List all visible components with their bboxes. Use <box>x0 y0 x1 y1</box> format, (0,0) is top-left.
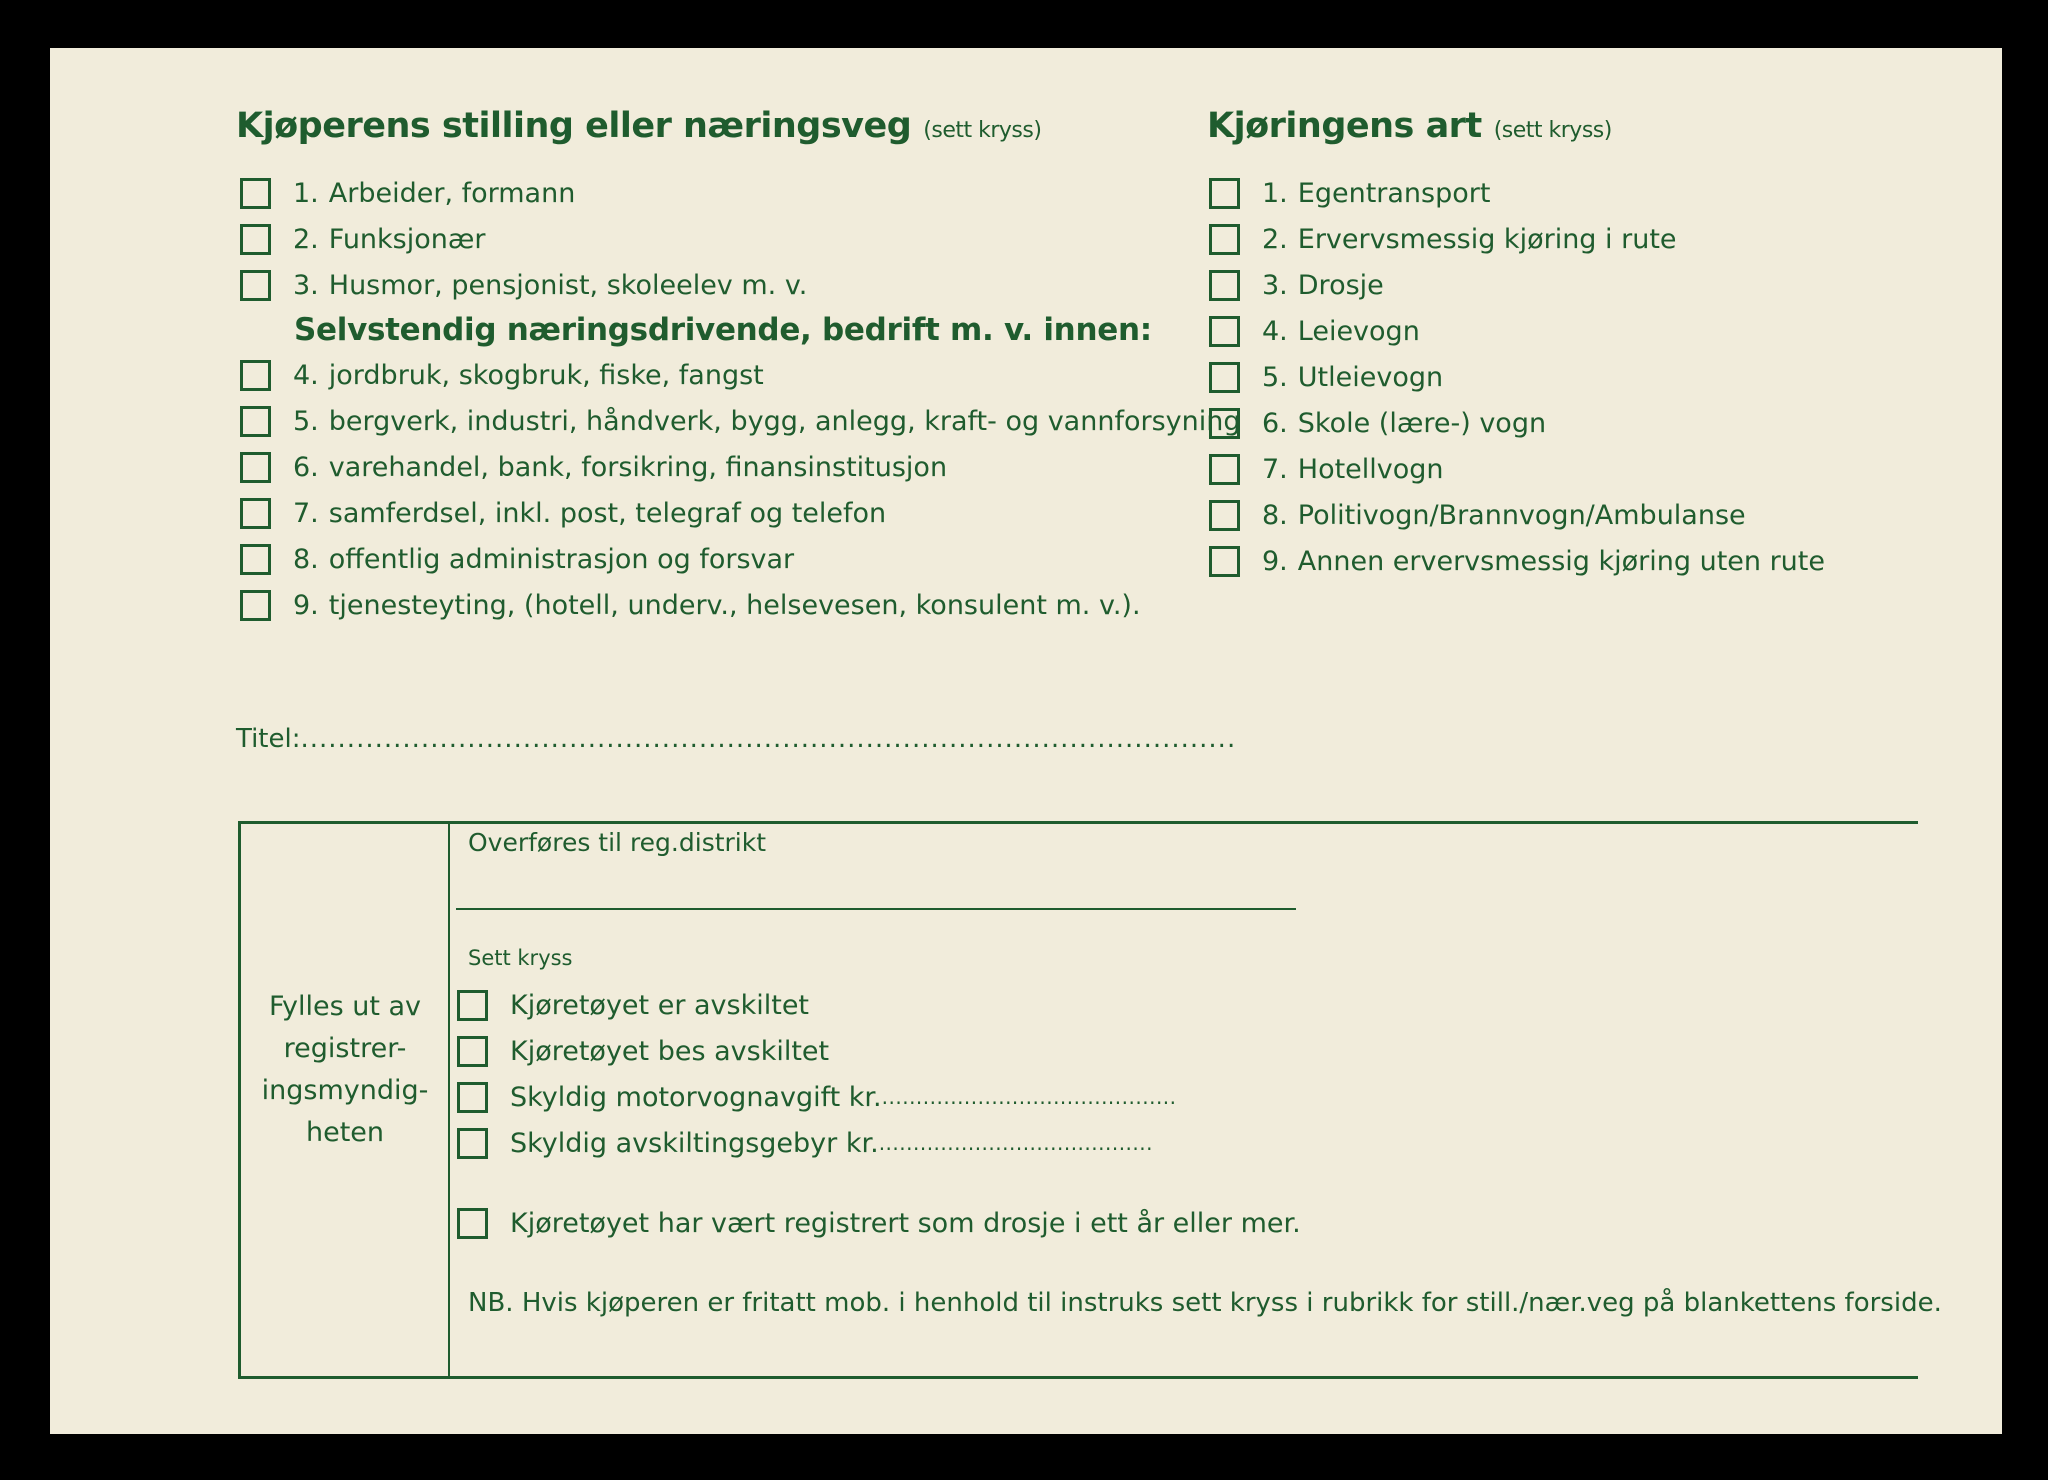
sector-item-number: 7. <box>293 497 319 529</box>
sector-item-1 <box>240 358 764 392</box>
driving-type-item-label: Annen ervervsmessig kjøring uten rute <box>1297 545 1825 577</box>
driving-type-checkbox-7[interactable] <box>1209 454 1240 485</box>
sector-item-number: 6. <box>293 451 319 483</box>
sector-checkbox-5[interactable] <box>240 544 271 575</box>
transfer-field-line[interactable] <box>456 908 1296 910</box>
sector-item-label: samferdsel, inkl. post, telegraf og telefon <box>328 497 887 529</box>
driving-type-item-label: Ervervsmessig kjøring i rute <box>1297 223 1677 255</box>
right-title-hint: (sett kryss) <box>1493 118 1612 143</box>
amount-dots-field[interactable]: ........................................... <box>881 1085 1177 1109</box>
driving-type-item-2 <box>1209 222 1677 256</box>
authority-check-row <box>457 1034 829 1068</box>
driving-type-checkbox-4[interactable] <box>1209 316 1240 347</box>
drosje-check-row <box>457 1206 1301 1240</box>
driving-type-checkbox-3[interactable] <box>1209 270 1240 301</box>
titel-field[interactable] <box>236 724 1236 754</box>
sector-item-2 <box>240 404 1240 438</box>
drosje-check-label: Kjøretøyet har vært registrert som drosje i ett år eller mer. <box>510 1207 1301 1239</box>
occupation-item-3 <box>240 268 807 302</box>
authority-check-label: Kjøretøyet er avskiltet <box>510 989 810 1021</box>
sector-checkbox-3[interactable] <box>240 452 271 483</box>
occupation-item-label: Arbeider, formann <box>328 177 576 209</box>
driving-type-item-label: Politivogn/Brannvogn/Ambulanse <box>1297 499 1746 531</box>
sector-checkbox-2[interactable] <box>240 406 271 437</box>
driving-type-item-label: Leievogn <box>1297 315 1420 347</box>
driving-type-checkbox-6[interactable] <box>1209 408 1240 439</box>
nb-note: NB. Hvis kjøperen er fritatt mob. i henhold til instruks sett kryss i rubrikk for still./nær.veg på blankettens forside. <box>468 1288 1942 1318</box>
occupation-item-number: 1. <box>293 177 319 209</box>
authority-check-label: Skyldig avskiltingsgebyr kr. <box>510 1127 879 1159</box>
driving-type-item-number: 2. <box>1262 223 1288 255</box>
box-top-line <box>238 821 1918 824</box>
occupation-checkbox-2[interactable] <box>240 224 271 255</box>
right-title-text: Kjøringens art <box>1207 106 1482 146</box>
driving-type-checkbox-8[interactable] <box>1209 500 1240 531</box>
authority-check-label: Skyldig motorvognavgift kr. <box>510 1081 882 1113</box>
right-section-title <box>1207 106 1612 146</box>
box-bottom-line <box>238 1376 1918 1379</box>
sector-checkbox-1[interactable] <box>240 360 271 391</box>
transfer-label: Overføres til reg.distrikt <box>468 828 767 857</box>
authority-side-label: Fylles ut av registrer-ingsmyndig-heten <box>261 991 429 1148</box>
driving-type-item-number: 9. <box>1262 545 1288 577</box>
titel-label: Titel: <box>236 724 301 754</box>
form-sheet <box>50 48 2002 1434</box>
authority-checkbox-2[interactable] <box>457 1036 488 1067</box>
occupation-checkbox-1[interactable] <box>240 178 271 209</box>
sector-item-6 <box>240 588 1141 622</box>
authority-check-row <box>457 1126 1153 1160</box>
sector-item-label: tjenesteyting, (hotell, underv., helsevesen, konsulent m. v.). <box>328 589 1141 621</box>
sector-item-3 <box>240 450 947 484</box>
sector-item-label: jordbruk, skogbruk, fiske, fangst <box>328 359 764 391</box>
sector-item-number: 8. <box>293 543 319 575</box>
driving-type-item-number: 4. <box>1262 315 1288 347</box>
box-left-line <box>238 821 241 1379</box>
driving-type-item-1 <box>1209 176 1490 210</box>
driving-type-item-label: Hotellvogn <box>1297 453 1444 485</box>
sector-item-label: varehandel, bank, forsikring, finansinstitusjon <box>328 451 948 483</box>
sett-kryss-label: Sett kryss <box>468 946 573 970</box>
driving-type-item-number: 6. <box>1262 407 1288 439</box>
occupation-item-number: 3. <box>293 269 319 301</box>
sector-item-number: 9. <box>293 589 319 621</box>
authority-check-row <box>457 988 809 1022</box>
driving-type-checkbox-5[interactable] <box>1209 362 1240 393</box>
driving-type-checkbox-1[interactable] <box>1209 178 1240 209</box>
driving-type-item-number: 1. <box>1262 177 1288 209</box>
sector-item-4 <box>240 496 886 530</box>
driving-type-item-4 <box>1209 314 1420 348</box>
occupation-item-1 <box>240 176 575 210</box>
driving-type-item-label: Skole (lære-) vogn <box>1297 407 1547 439</box>
driving-type-item-7 <box>1209 452 1444 486</box>
driving-type-item-8 <box>1209 498 1746 532</box>
sector-item-label: offentlig administrasjon og forsvar <box>328 543 795 575</box>
sector-item-number: 5. <box>293 405 319 437</box>
driving-type-item-label: Drosje <box>1297 269 1384 301</box>
driving-type-checkbox-9[interactable] <box>1209 546 1240 577</box>
sector-item-number: 4. <box>293 359 319 391</box>
sector-item-5 <box>240 542 794 576</box>
left-title-text: Kjøperens stilling eller næringsveg <box>236 106 912 146</box>
authority-checkbox-1[interactable] <box>457 990 488 1021</box>
driving-type-item-number: 3. <box>1262 269 1288 301</box>
box-divider-line <box>448 821 450 1379</box>
occupation-item-number: 2. <box>293 223 319 255</box>
self-employed-subheading: Selvstendig næringsdrivende, bedrift m. v. innen: <box>294 312 1152 348</box>
amount-dots-field[interactable]: ........................................ <box>878 1131 1153 1155</box>
driving-type-item-label: Egentransport <box>1297 177 1491 209</box>
sector-checkbox-4[interactable] <box>240 498 271 529</box>
driving-type-item-number: 5. <box>1262 361 1288 393</box>
left-title-hint: (sett kryss) <box>923 118 1042 143</box>
sector-checkbox-6[interactable] <box>240 590 271 621</box>
driving-type-item-6 <box>1209 406 1546 440</box>
driving-type-item-3 <box>1209 268 1384 302</box>
driving-type-item-5 <box>1209 360 1443 394</box>
authority-check-label: Kjøretøyet bes avskiltet <box>510 1035 830 1067</box>
driving-type-item-9 <box>1209 544 1825 578</box>
authority-checkbox-4[interactable] <box>457 1128 488 1159</box>
occupation-item-2 <box>240 222 486 256</box>
driving-type-checkbox-2[interactable] <box>1209 224 1240 255</box>
driving-type-item-label: Utleievogn <box>1297 361 1444 393</box>
drosje-checkbox[interactable] <box>457 1208 488 1239</box>
driving-type-item-number: 7. <box>1262 453 1288 485</box>
left-section-title <box>236 106 1041 146</box>
occupation-checkbox-3[interactable] <box>240 270 271 301</box>
occupation-item-label: Husmor, pensjonist, skoleelev m. v. <box>328 269 808 301</box>
sector-item-label: bergverk, industri, håndverk, bygg, anlegg, kraft- og vannforsyning <box>328 405 1241 437</box>
authority-checkbox-3[interactable] <box>457 1082 488 1113</box>
authority-check-row <box>457 1080 1177 1114</box>
titel-dots: ..................................................................................................... <box>300 724 1237 754</box>
driving-type-item-number: 8. <box>1262 499 1288 531</box>
occupation-item-label: Funksjonær <box>328 223 486 255</box>
